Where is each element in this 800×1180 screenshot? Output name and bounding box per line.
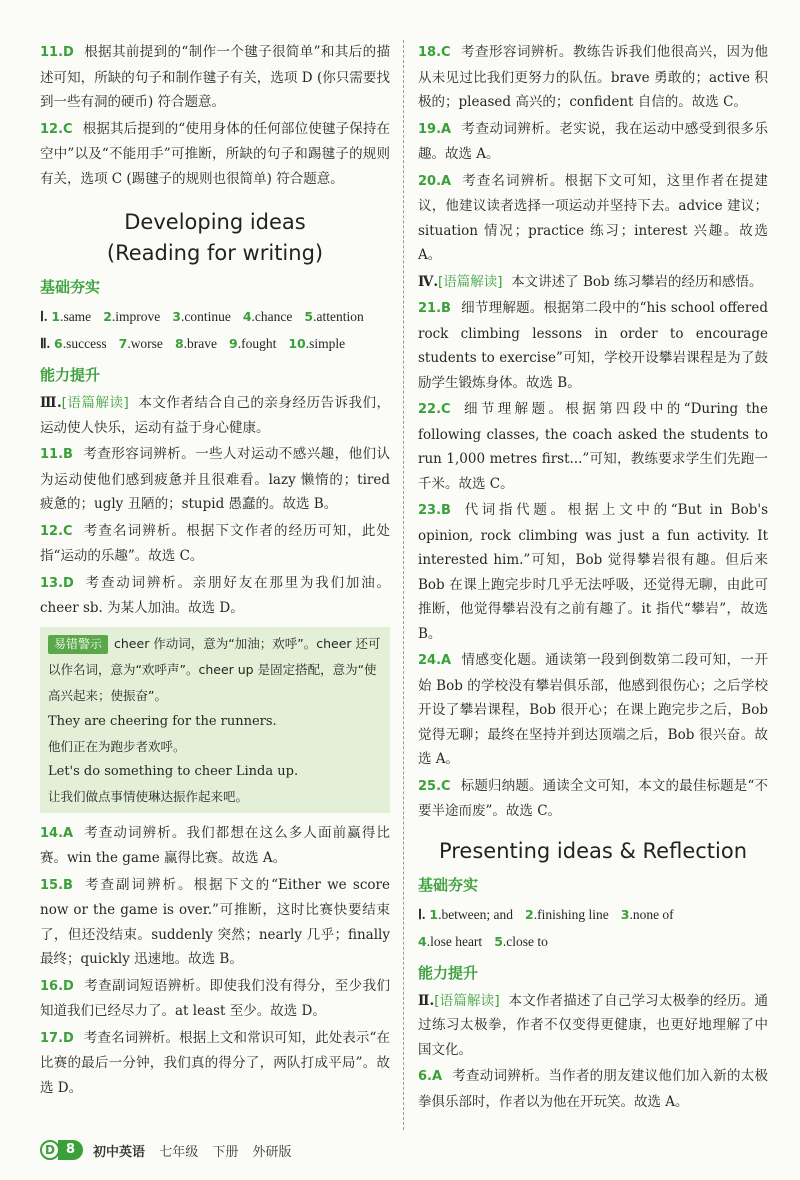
answer-row-1: Ⅰ. 1.between; and 2.finishing line 3.none of bbox=[418, 906, 674, 922]
volume-letter: D bbox=[40, 1140, 60, 1160]
section-title: Presenting ideas & Reflection bbox=[438, 838, 748, 863]
ability-heading: 能力提升 bbox=[40, 366, 101, 384]
basic-heading: 基础夯实 bbox=[40, 278, 101, 296]
answer-row-1: Ⅰ. 1.same 2.improve 3.continue 4.chance 5.attention bbox=[40, 309, 364, 324]
answer-entry: 23.B 代词指代题。根据上文中的“But in Bob's opinion, rock climbing was just a fun activity. It interested him.”可知，Bob 觉得攀岩很有趣。但后来 Bob 在课上跑完步时几乎无法呼吸，还觉得无聊，由此可推断，他觉得攀岩没有之前有趣了。it 指代“攀岩”，故选 B。 bbox=[418, 502, 768, 642]
answer-entry: 21.B 细节理解题。根据第二段中的“his school offered rock climbing lessons in order to encourage students to exercise”可知，学校开设攀岩课程是为了鼓励学生锻炼身体。故选 B。 bbox=[418, 300, 768, 391]
page-number: 8 bbox=[58, 1140, 83, 1160]
passage-summary: Ⅳ.[语篇解读] 本文讲述了 Bob 练习攀岩的经历和感悟。 bbox=[418, 273, 763, 290]
answer-entry: 16.D 考查副词短语辨析。即使我们没有得分，至少我们知道我们已经尽力了。at least 至少。故选 D。 bbox=[40, 977, 390, 1019]
answer-entry: 22.C 细节理解题。根据第四段中的“During the following classes, the coach asked the students to run 1,000 metres first...”可知，教练要求学生们先跑一千米。故选 C。 bbox=[418, 401, 768, 492]
basic-heading: 基础夯实 bbox=[418, 875, 479, 894]
answer-entry: 11.D 根据其前提到的“制作一个毽子很简单”和其后的描述可知，所缺的句子和制作毽子有关，选项 D (你只需要找到一些有洞的硬币) 符合题意。 bbox=[40, 44, 390, 110]
answer-entry: 14.A 考查动词辨析。我们都想在这么多人面前赢得比赛。win the game 赢得比赛。故选 A。 bbox=[40, 824, 390, 866]
answer-entry: 12.C 考查名词辨析。根据下文作者的经历可知，此处指“运动的乐趣”。故选 C。 bbox=[40, 522, 390, 564]
section-title: Developing ideas bbox=[124, 210, 306, 234]
book-info: 初中英语 七年级 下册 外研版 bbox=[93, 1144, 292, 1160]
answer-entry: 13.D 考查动词辨析。亲朋好友在那里为我们加油。cheer sb. 为某人加油。故选 D。 bbox=[40, 574, 390, 616]
answer-entry: 19.A 考查动词辨析。老实说，我在运动中感受到很多乐趣。故选 A。 bbox=[418, 120, 768, 162]
tip-label: 易错警示 bbox=[48, 635, 108, 654]
answer-entry: 12.C 根据其后提到的“使用身体的任何部位使毽子保持在空中”以及“不能用手”可推断，所缺的句子和踢毽子的规则有关，选项 C (踢毽子的规则也很简单) 符合题意。 bbox=[40, 120, 390, 187]
answer-entry: 20.A 考查名词辨析。根据下文可知，这里作者在提建议，他建议读者选择一项运动并坚持下去。advice 建议；situation 情况；practice 练习；interest 兴趣。故选 A。 bbox=[418, 172, 768, 263]
page-badge bbox=[40, 1140, 83, 1160]
passage-summary: Ⅱ.[语篇解读] 本文作者描述了自己学习太极拳的经历。通过练习太极拳，作者不仅变得更健康，也更好地理解了中国文化。 bbox=[418, 992, 768, 1058]
answer-entry: 17.D 考查名词辨析。根据上文和常识可知，此处表示“在比赛的最后一分钟，我们真的得分了，两队打成平局”。故选 D。 bbox=[40, 1029, 390, 1096]
right-column bbox=[418, 40, 768, 1116]
answer-entry: 6.A 考查动词辨析。当作者的朋友建议他们加入新的太极拳俱乐部时，作者以为他在开玩笑。故选 A。 bbox=[418, 1068, 768, 1110]
tip-box: 易错警示 cheer 作动词，意为“加油；欢呼”。cheer 还可以作名词，意为“欢呼声”。cheer up 是固定搭配，意为“使高兴起来；使振奋”。 They are cheering for the runners. 他们正在为跑步者欢呼。 Let's do something to cheer Linda up. 让我们做点事情使琳达振作起来吧。 bbox=[40, 627, 390, 813]
answer-entry: 11.B 考查形容词辨析。一些人对运动不感兴趣，他们认为运动使他们感到疲惫并且很难看。lazy 懒惰的；tired 疲惫的；ugly 丑陋的；stupid 愚蠢的。故选 B。 bbox=[40, 446, 390, 512]
answer-row-2: Ⅱ. 6.success 7.worse 8.brave 9.fought 10.simple bbox=[40, 336, 346, 351]
answer-entry: 15.B 考查副词辨析。根据下文的“Either we score now or the game is over.”可推断，这时比赛快要结束了，但还没结束。suddenly 突然；nearly 几乎；finally 最终；quickly 迅速地。故选 B。 bbox=[40, 876, 390, 967]
column-divider bbox=[403, 40, 404, 1130]
answer-row-2: 4.lose heart 5.close to bbox=[418, 933, 548, 949]
left-column bbox=[40, 40, 390, 1102]
section-subtitle: (Reading for writing) bbox=[106, 241, 324, 265]
answer-entry: 24.A 情感变化题。通读第一段到倒数第二段可知，一开始 Bob 的学校没有攀岩俱乐部，他感到很伤心；之后学校开设了攀岩课程，Bob 很开心；在课上跑完步之后，Bob 觉得无聊；最终在坚持并到达顶端之后，Bob 很兴奋。故选 A。 bbox=[418, 652, 768, 767]
passage-summary: Ⅲ.[语篇解读] 本文作者结合自己的亲身经历告诉我们，运动使人快乐，运动有益于身心健康。 bbox=[40, 395, 390, 436]
answer-entry: 18.C 考查形容词辨析。教练告诉我们他很高兴，因为他从未见过比我们更努力的队伍。brave 勇敢的；active 积极的；pleased 高兴的；confident 自信的。故选 C。 bbox=[418, 44, 768, 110]
page-footer bbox=[40, 1140, 302, 1160]
ability-heading: 能力提升 bbox=[418, 963, 479, 982]
answer-entry: 25.C 标题归纳题。通读全文可知，本文的最佳标题是“不要半途而废”。故选 C。 bbox=[418, 777, 768, 819]
